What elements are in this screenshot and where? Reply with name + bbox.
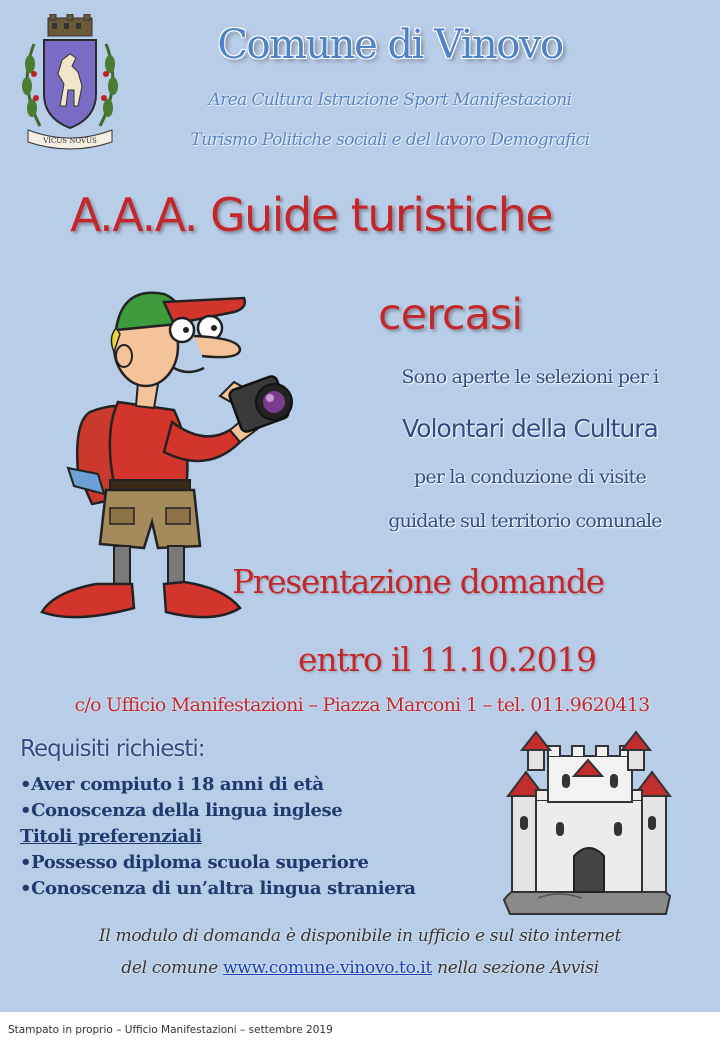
headline-guide-turistiche: A.A.A. Guide turistiche — [70, 188, 553, 242]
requirement-item: •Conoscenza della lingua inglese — [20, 800, 343, 821]
requirement-item: •Aver compiuto i 18 anni di età — [20, 774, 324, 795]
headline-cercasi: cercasi — [378, 290, 523, 340]
selection-line-3: per la conduzione di visite — [414, 466, 646, 488]
castle-icon — [498, 730, 678, 916]
preferred-item: •Possesso diploma scuola superiore — [20, 852, 369, 873]
coat-of-arms-icon — [14, 14, 126, 152]
page-title: Comune di Vinovo — [217, 22, 563, 68]
preferred-heading: Titoli preferenziali — [20, 826, 202, 847]
deadline-line-1: Presentazione domande — [232, 562, 604, 601]
selection-line-2: Volontari della Cultura — [402, 414, 658, 443]
preferred-item: •Conoscenza di un’altra lingua straniera — [20, 878, 416, 899]
availability-line-2 — [40, 958, 680, 978]
office-info: c/o Ufficio Manifestazioni – Piazza Marconi 1 – tel. 011.9620413 — [74, 694, 650, 716]
print-footer: Stampato in proprio – Ufficio Manifestazioni – settembre 2019 — [0, 1012, 720, 1040]
area-line-1: Area Cultura Istruzione Sport Manifestazioni — [208, 90, 572, 110]
availability-suffix: nella sezione Avvisi — [431, 958, 599, 978]
selection-line-4: guidate sul territorio comunale — [388, 510, 662, 532]
availability-line-1: Il modulo di domanda è disponibile in ufficio e sul sito internet — [98, 926, 622, 946]
deadline-line-2: entro il 11.10.2019 — [298, 640, 596, 679]
website-link[interactable]: www.comune.vinovo.to.it — [222, 958, 432, 978]
coat-of-arms-motto: VICUS NOVUS — [43, 137, 97, 145]
selection-line-1: Sono aperte le selezioni per i — [401, 366, 659, 388]
area-line-2: Turismo Politiche sociali e del lavoro Demografici — [190, 130, 590, 150]
availability-prefix: del comune — [121, 958, 223, 978]
requirements-heading: Requisiti richiesti: — [20, 736, 205, 762]
